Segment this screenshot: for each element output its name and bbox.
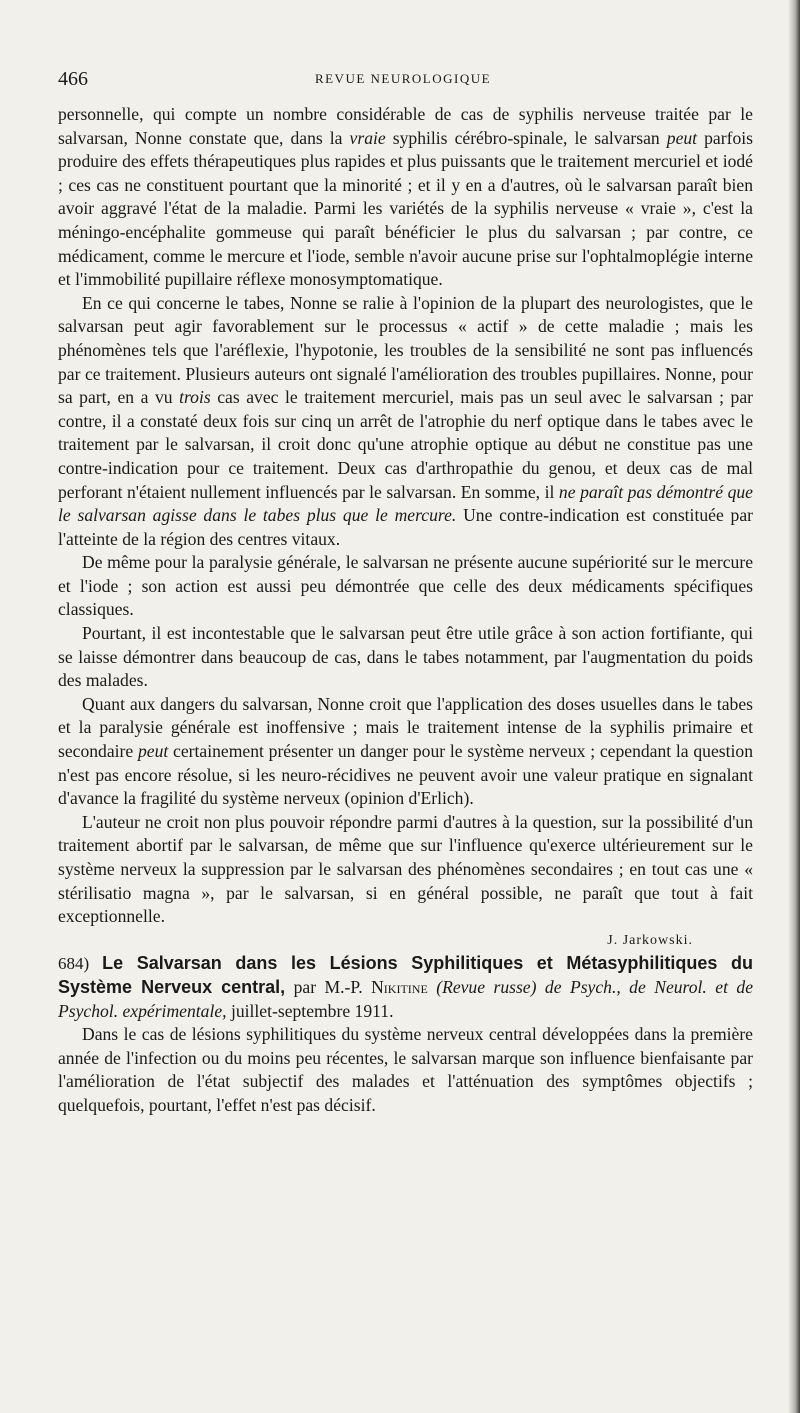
paragraph-4: Pourtant, il est incontestable que le salvarsan peut être utile grâce à son action fortifiante, qui se laisse démontrer dans beaucoup de cas, dans le tabes notamment, par l'augmentation du poids des malades. <box>58 623 753 691</box>
paragraph-1-italic-b: peut <box>666 127 698 148</box>
article-number: 684) <box>58 954 90 974</box>
paragraph-2-text-a: En ce qui concerne le tabes, Nonne se ralie à l'opinion de la plupart des neurologistes, que le salvarsan peut agir favorablement sur le processus « actif » de cette maladie ; mais les phénomènes tels que l'aréflexie, l'hypotonie, les troubles de la sensibilité ne sont pas influencés par ce traitement. Plusieurs auteurs ont signalé l'amélioration des troubles pupillaires. Nonne, pour sa part, en a vu <box>58 292 753 408</box>
paragraph-1-text-a: personnelle, qui compte un nombre considérable de cas de syphilis nerveuse traitée par le salvarsan, Nonne constate que, dans la <box>58 104 753 148</box>
article-author: Nikitine <box>371 976 428 997</box>
page-number: 466 <box>58 68 88 90</box>
article-date: juillet-septembre 1911. <box>226 1000 394 1021</box>
page-binding-shadow <box>788 0 800 1413</box>
article-by: par M.-P. <box>285 976 372 997</box>
paragraph-5-text-b: certainement présenter un danger pour le système nerveux ; cependant la question n'est pas encore résolue, si les neuro-récidives ne peuvent avoir une valeur pratique en signalant d'avance la fragilité du système nerveux (opinion d'Erlich). <box>58 741 753 809</box>
page-header <box>58 68 748 92</box>
paragraph-5-text-a: Quant aux dangers du salvarsan, Nonne croit que l'application des doses usuelles dans le tabes et la paralysie générale est inoffensive ; mais le traitement intense de la syphilis primaire et secondaire <box>58 693 753 762</box>
paragraph-1-text-c: parfois produire des effets thérapeutiques plus rapides et plus puissants que le traitement mercuriel et iodé ; ces cas ne constituent pourtant que la minorité ; et il y en a d'autres, où le salvarsan paraît bien avoir aggravé l'état de la maladie. Parmi les variétés de la syphilis nerveuse « vraie », c'est la méningo-encéphalite gommeuse qui paraît bénéficier le plus du salvarsan ; par contre, ce médicament, comme le mercure et l'iode, semble n'avoir aucune prise sur l'ophtalmoplégie interne et l'immobilité pupillaire réflexe monosymptomatique. <box>58 127 753 290</box>
page-body <box>58 103 753 1118</box>
paragraph-3: De même pour la paralysie générale, le salvarsan ne présente aucune supériorité sur le mercure et l'iode ; son action est aussi peu démontrée que celle des deux médicaments spécifiques classiques. <box>58 552 753 620</box>
signature: J. Jarkowski. <box>607 932 693 948</box>
paragraph-5-italic-a: peut <box>137 741 169 762</box>
article-title: Le Salvarsan dans les Lésions Syphilitiques et Métasyphilitiques du Système Nerveux central, <box>58 953 753 997</box>
paragraph-2 <box>58 292 753 552</box>
paragraph-1-text-b: syphilis cérébro-spinale, le salvarsan <box>385 127 667 148</box>
running-title: REVUE NEUROLOGIQUE <box>314 71 492 86</box>
paragraph-2-italic-b: ne paraît pas démontré que le salvarsan agisse dans le tabes plus que le mercure. <box>58 481 753 526</box>
paragraph-1 <box>58 103 753 292</box>
paragraph-2-text-b: cas avec le traitement mercuriel, mais pas un seul avec le salvarsan ; par contre, il a constaté deux fois sur cinq un arrêt de l'atrophie du nerf optique dans le tabes avec le traitement par le salvarsan, il croit donc qu'une atrophie optique au début ne constitue pas une contre-indication pour ce traitement. Deux cas d'arthropathie du genou, et deux cas de mal perforant n'étaient nullement influencés par le salvarsan. En somme, il <box>58 387 753 502</box>
paragraph-6: L'auteur ne croit non plus pouvoir répondre parmi d'autres à la question, sur la possibilité d'un traitement abortif par le salvarsan, de même que sur l'influence qu'exerce ultérieurement sur le système nerveux la suppression par le salvarsan des phénomènes secondaires ; en tout cas une « stérilisatio magna », par le salvarsan, si en général possible, ne paraît que tout à fait exceptionnelle. <box>58 811 753 927</box>
article-journal: (Revue russe) de Psych., de Neurol. et de Psychol. expérimentale, <box>58 976 754 1021</box>
article-paragraph-1: Dans le cas de lésions syphilitiques du système nerveux central développées dans la première année de l'infection ou du moins peu récentes, le salvarsan marque son influence bienfaisante par l'amélioration de l'état subjectif des malades et l'atténuation des symptômes objectifs ; quelquefois, pourtant, l'effet n'est pas décisif. <box>58 1024 753 1115</box>
article-heading <box>58 952 753 1023</box>
paragraph-2-text-c: Une contre-indication est constituée par l'atteinte de la région des centres vitaux. <box>58 505 753 549</box>
paragraph-1-italic-a: vraie <box>349 127 386 148</box>
paragraph-5 <box>58 693 753 811</box>
paragraph-2-italic-a: trois <box>179 387 211 408</box>
